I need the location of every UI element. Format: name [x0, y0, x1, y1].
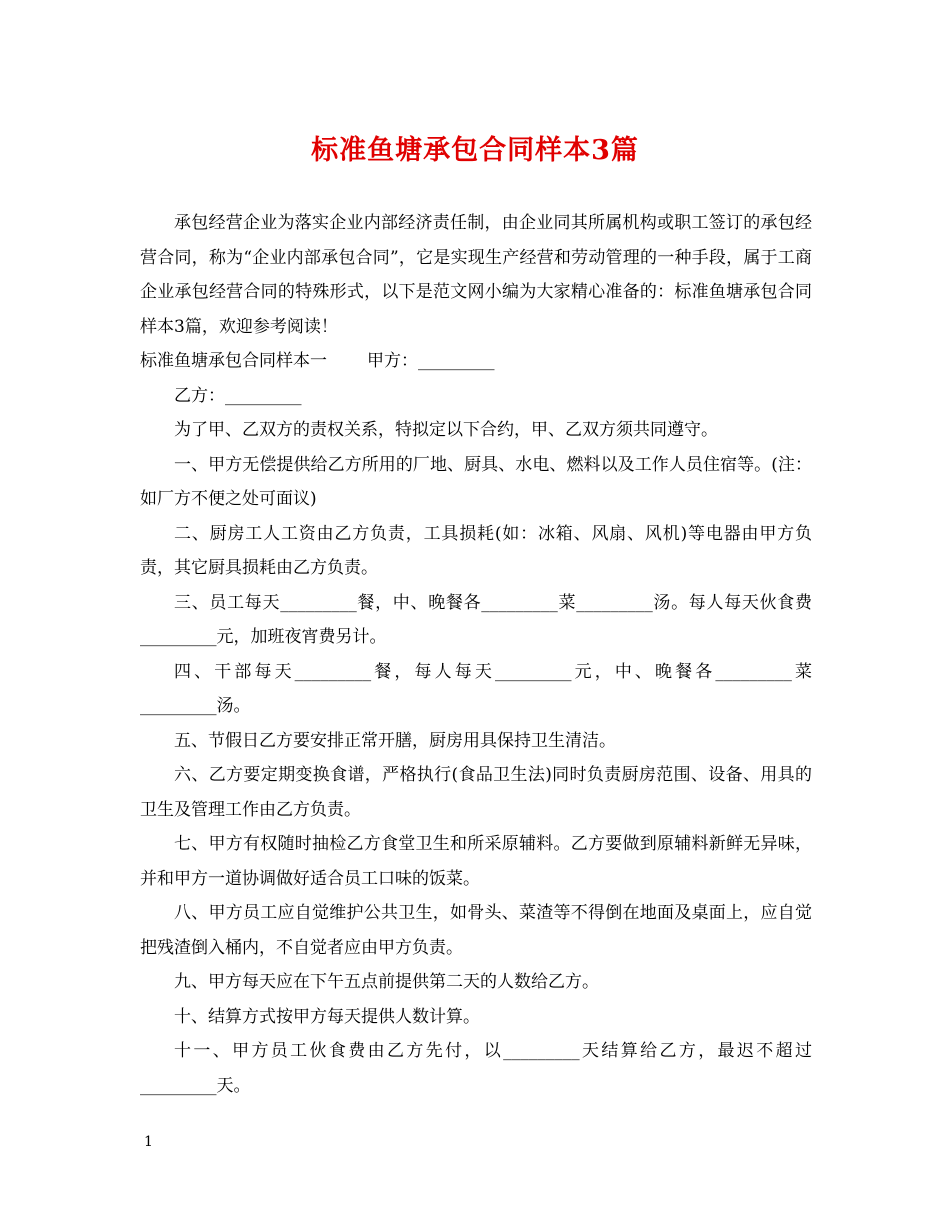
preamble-paragraph: 为了甲、乙双方的责权关系，特拟定以下合约，甲、乙双方须共同遵守。 — [174, 420, 718, 440]
sample-heading-line — [140, 344, 812, 379]
document-title: 标准鱼塘承包合同样本3篇 — [311, 135, 639, 166]
clause-5: 五、节假日乙方要安排正常开膳，厨房用具保持卫生清洁。 — [174, 730, 616, 751]
clause-11: 十一、甲方员工伙食费由乙方先付，以_________天结算给乙方，最迟不超过_________天。 — [140, 1041, 812, 1096]
page-number: 1 — [144, 1134, 153, 1150]
clause-7: 七、甲方有权随时抽检乙方食堂卫生和所采原辅料。乙方要做到原辅料新鲜无异味，并和甲方一道协调做好适合员工口味的饭菜。 — [140, 834, 812, 889]
clause-10: 十、结算方式按甲方每天提供人数计算。 — [174, 1006, 480, 1027]
clause-9: 九、甲方每天应在下午五点前提供第二天的人数给乙方。 — [174, 972, 599, 992]
party-b-line: 乙方：_________ — [174, 385, 302, 406]
clause-6: 六、乙方要定期变换食谱，严格执行(食品卫生法)同时负责厨房范围、设备、用具的卫生及管理工作由乙方负责。 — [140, 765, 812, 820]
clause-1: 一、甲方无偿提供给乙方所用的厂地、厨具、水电、燃料以及工作人员住宿等。(注：如厂方不便之处可面议) — [140, 454, 812, 509]
party-a-line: 甲方：_________ — [367, 351, 495, 371]
clause-3: 三、员工每天_________餐，中、晚餐各_________菜_________汤。每人每天伙食费_________元，加班夜宵费另计。 — [140, 592, 812, 647]
intro-paragraph: 承包经营企业为落实企业内部经济责任制，由企业同其所属机构或职工签订的承包经营合同，称为“企业内部承包合同”，它是实现生产经营和劳动管理的一种手段，属于工商企业承包经营合同的特殊形式，以下是范文网小编为大家精心准备的：标准鱼塘承包合同样本3篇，欢迎参考阅读！ — [140, 213, 812, 337]
clause-4: 四、干部每天_________餐，每人每天_________元，中、晚餐各_________菜_________汤。 — [140, 661, 812, 716]
document-body — [140, 206, 812, 1103]
sample-heading: 标准鱼塘承包合同样本一 — [140, 351, 327, 371]
clause-8: 八、甲方员工应自觉维护公共卫生，如骨头、菜渣等不得倒在地面及桌面上，应自觉把残渣倒入桶内，不自觉者应由甲方负责。 — [140, 903, 812, 958]
clause-2: 二、厨房工人工资由乙方负责，工具损耗(如：冰箱、风扇、风机)等电器由甲方负责，其它厨具损耗由乙方负责。 — [140, 523, 812, 578]
